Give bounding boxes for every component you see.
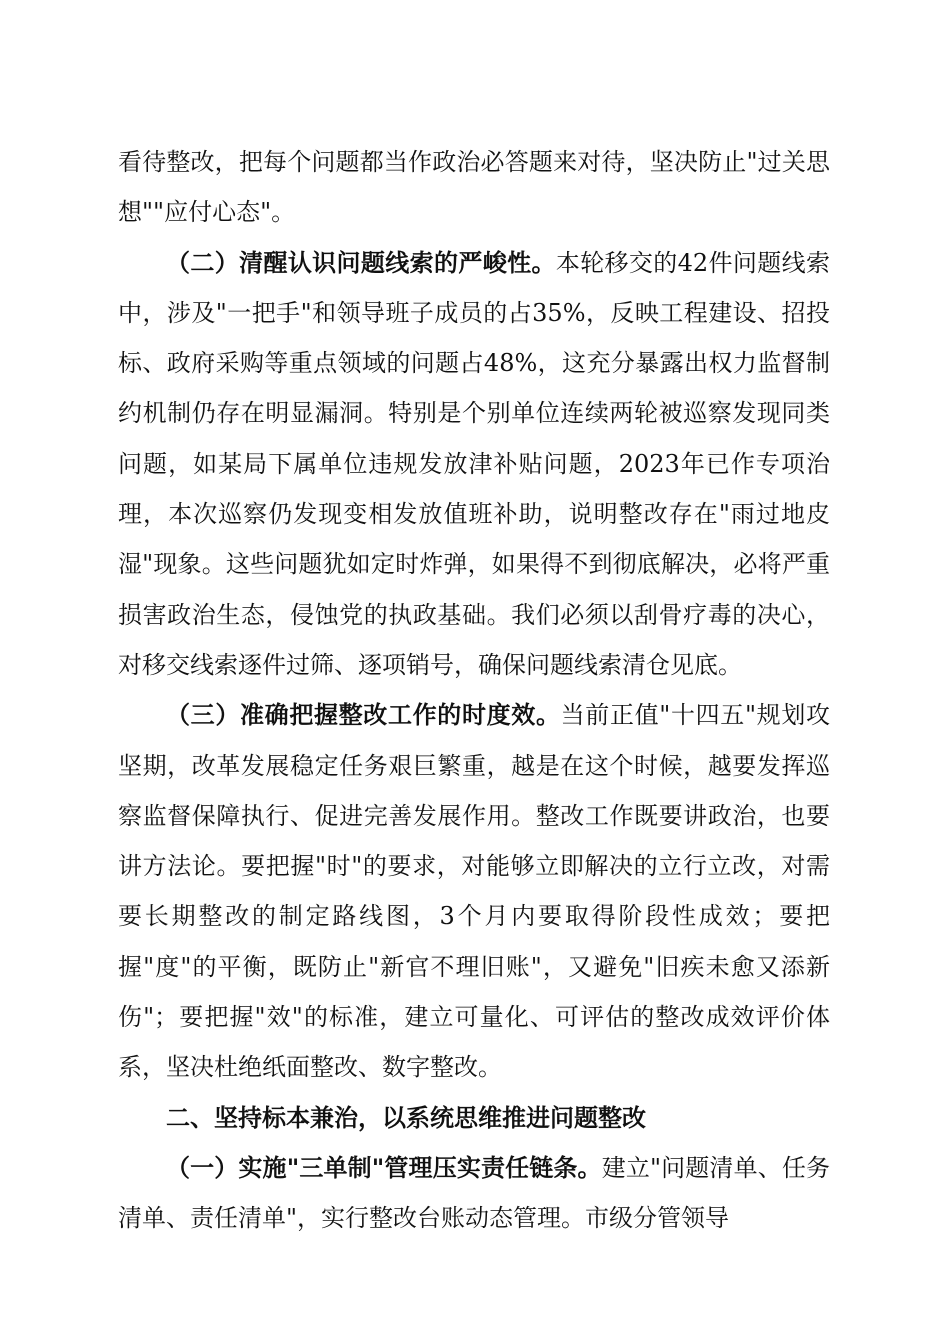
- paragraph-continuation: [118, 137, 830, 238]
- section-heading: 二、坚持标本兼治，以系统思维推进问题整改: [166, 1103, 646, 1132]
- paragraph-section-3: [118, 690, 830, 1092]
- paragraph-section-2: [118, 238, 830, 691]
- paragraph-text: 看待整改，把每个问题都当作政治必答题来对待，坚决防止"过关思想""应付心态"。: [118, 148, 830, 227]
- document-body: [118, 137, 830, 1244]
- paragraph-lead: （一）实施"三单制"管理压实责任链条。: [166, 1153, 602, 1182]
- paragraph-text: 当前正值"十四五"规划攻坚期，改革发展稳定任务艰巨繁重，越是在这个时候，越要发挥巡察监督保障执行、促进完善发展作用。整改工作既要讲政治，也要讲方法论。要把握"时"的要求，对能够立即解决的立行立改，对需要长期整改的制定路线图，3个月内要取得阶段性成效；要把握"度"的平衡，既防止"新官不理旧账"，又避免"旧疾未愈又添新伤"；要把握"效"的标准，建立可量化、可评估的整改成效评价体系，坚决杜绝纸面整改、数字整改。: [118, 701, 831, 1082]
- paragraph-lead: （二）清醒认识问题线索的严峻性。: [166, 248, 556, 277]
- paragraph-lead: （三）准确把握整改工作的时度效。: [166, 701, 561, 730]
- paragraph-text: 本轮移交的42件问题线索中，涉及"一把手"和领导班子成员的占35%，反映工程建设、招投标、政府采购等重点领域的问题占48%，这充分暴露出权力监督制约机制仍存在明显漏洞。特别是个别单位连续两轮被巡察发现同类问题，如某局下属单位违规发放津补贴问题，2023年已作专项治理，本次巡察仍发现变相发放值班补助，说明整改存在"雨过地皮湿"现象。这些问题犹如定时炸弹，如果得不到彻底解决，必将严重损害政治生态，侵蚀党的执政基础。我们必须以刮骨疗毒的决心，对移交线索逐件过筛、逐项销号，确保问题线索清仓见底。: [118, 248, 831, 679]
- paragraph-subsection-1: [118, 1143, 830, 1244]
- paragraph-text: 建立"问题清单、任务清单、责任清单"，实行整改台账动态管理。市级分管领导: [118, 1153, 830, 1233]
